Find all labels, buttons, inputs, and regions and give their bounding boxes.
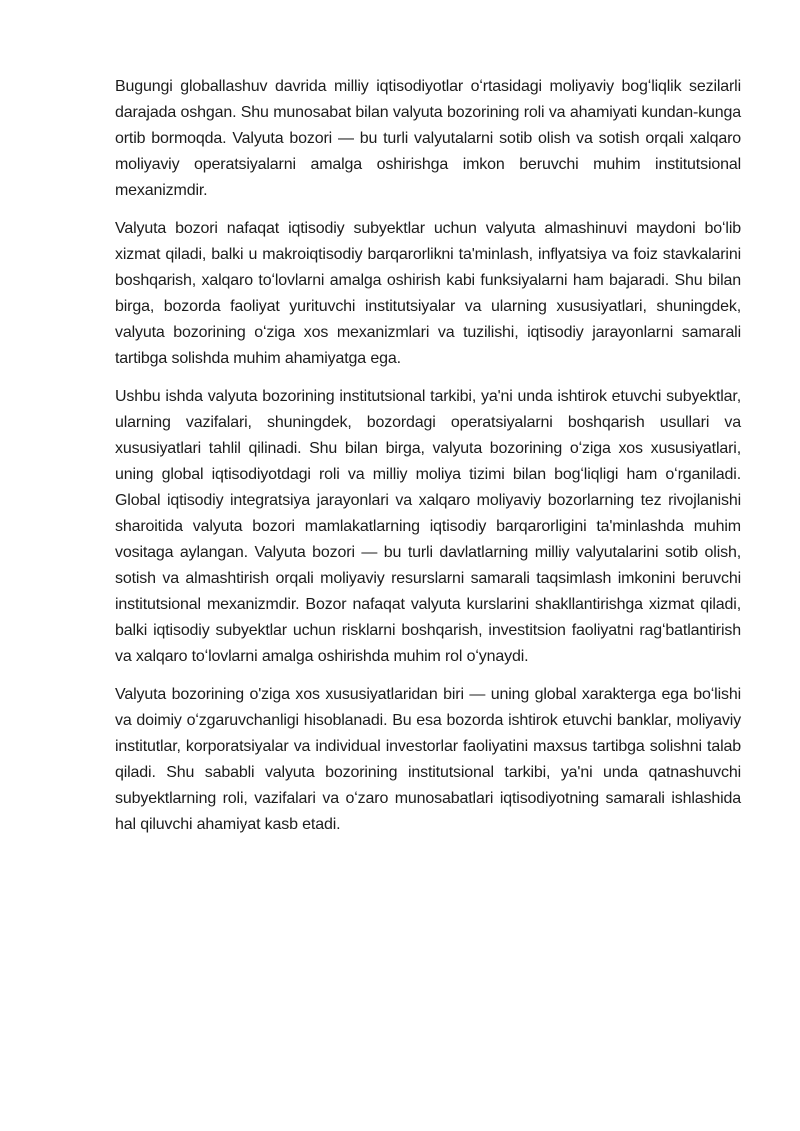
paragraph-2: Valyuta bozori nafaqat iqtisodiy subyektlar uchun valyuta almashinuvi maydoni boʻlib xizmat qiladi, balki u makroiqtisodiy barqarorlikni ta'minlash, inflyatsiya va foiz stavkalarini boshqarish, xalqaro toʻlovlarni amalga oshirish kabi funksiyalarni ham bajaradi. Shu bilan birga, bozorda faoliyat yurituvchi institutsiyalar va ularning xususiyatlari, shuningdek, valyuta bozorining oʻziga xos mexanizmlari va tuzilishi, iqtisodiy jarayonlarni samarali tartibga solishda muhim ahamiyatga ega. xyxy=(115,220,741,367)
document-body xyxy=(115,74,741,850)
paragraph-1: Bugungi globallashuv davrida milliy iqtisodiyotlar oʻrtasidagi moliyaviy bogʻliqlik sezilarli darajada oshgan. Shu munosabat bilan valyuta bozorining roli va ahamiyati kundan-kunga ortib bormoqda. Valyuta bozori — bu turli valyutalarni sotib olish va sotish orqali xalqaro moliyaviy operatsiyalarni amalga oshirishga imkon beruvchi muhim institutsional mexanizmdir. xyxy=(115,78,741,199)
paragraph-3: Ushbu ishda valyuta bozorining institutsional tarkibi, ya'ni unda ishtirok etuvchi subyektlar, ularning vazifalari, shuningdek, bozordagi operatsiyalarni boshqarish usullari va xususiyatlari tahlil qilinadi. Shu bilan birga, valyuta bozorining oʻziga xos xususiyatlari, uning global iqtisodiyotdagi roli va milliy moliya tizimi bilan bogʻliqligi ham oʻrganiladi. Global iqtisodiy integratsiya jarayonlari va xalqaro moliyaviy bozorlarning tez rivojlanishi sharoitida valyuta bozori mamlakatlarning iqtisodiy barqarorligini ta'minlashda muhim vositaga aylangan. Valyuta bozori — bu turli davlatlarning milliy valyutalarini sotib olish, sotish va almashtirish orqali moliyaviy resurslarni samarali taqsimlash imkonini beruvchi institutsional mexanizmdir. Bozor nafaqat valyuta kurslarini shakllantirishga xizmat qiladi, balki iqtisodiy subyektlar uchun risklarni boshqarish, investitsion faoliyatni ragʻbatlantirish va xalqaro toʻlovlarni amalga oshirishda muhim rol oʻynaydi. xyxy=(115,388,741,665)
paragraph-4: Valyuta bozorining o'ziga xos xususiyatlaridan biri — uning global xarakterga ega boʻlishi va doimiy oʻzgaruvchanligi hisoblanadi. Bu esa bozorda ishtirok etuvchi banklar, moliyaviy institutlar, korporatsiyalar va individual investorlar faoliyatini maxsus tartibga solishni talab qiladi. Shu sababli valyuta bozorining institutsional tarkibi, ya'ni unda qatnashuvchi subyektlarning roli, vazifalari va oʻzaro munosabatlari iqtisodiyotning samarali ishlashida hal qiluvchi ahamiyat kasb etadi. xyxy=(115,686,741,833)
